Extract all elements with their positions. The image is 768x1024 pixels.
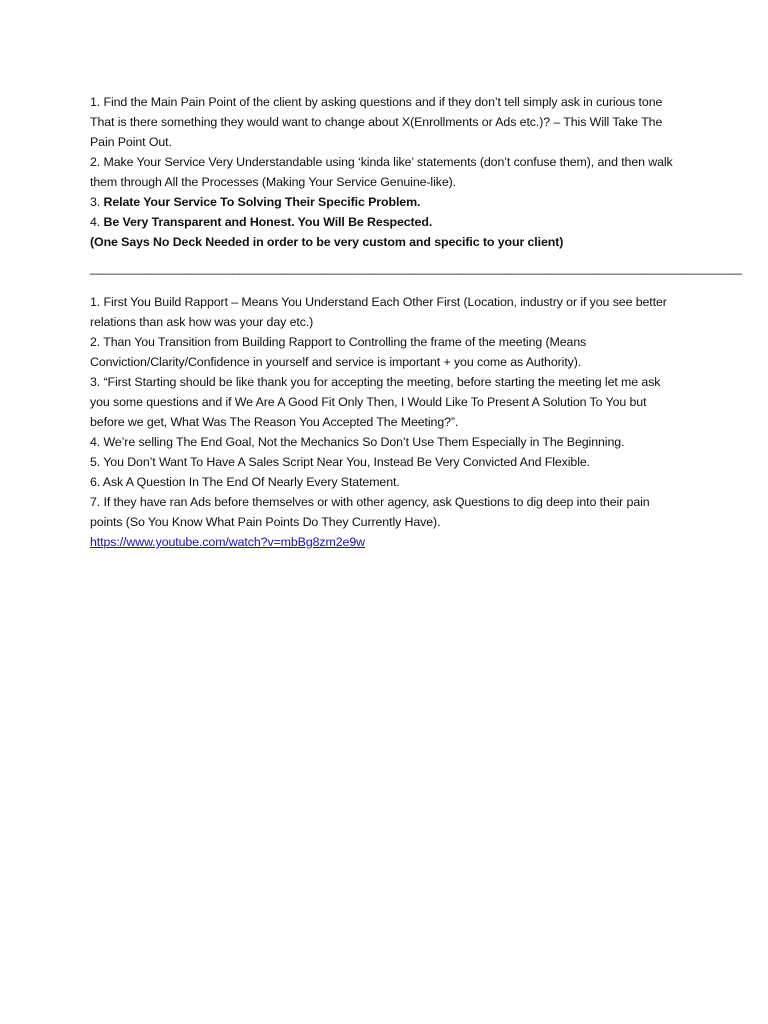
link-paragraph	[90, 532, 680, 552]
divider: ________________________________________________________________________________________________	[90, 261, 742, 275]
bold-text: Relate Your Service To Solving Their Specific Problem.	[103, 195, 421, 209]
youtube-link[interactable]: https://www.youtube.com/watch?v=mbBg8zm2e9w	[90, 535, 365, 549]
list-item: 1. First You Build Rapport – Means You Understand Each Other First (Location, industry or if you see better relations than ask how was your day etc.)	[90, 295, 667, 329]
list-item	[90, 212, 680, 232]
note-text: (One Says No Deck Needed in order to be very custom and specific to your client)	[90, 235, 564, 249]
list-item: 2. Make Your Service Very Understandable using ‘kinda like’ statements (don’t confuse them), and then walk them through All the Processes (Making Your Service Genuine-like).	[90, 155, 673, 189]
list-item: 7. If they have ran Ads before themselves or with other agency, ask Questions to dig deep into their pain points (So You Know What Pain Points Do They Currently Have).	[90, 495, 650, 529]
document-page	[90, 92, 742, 552]
list-item: 5. You Don’t Want To Have A Sales Script Near You, Instead Be Very Convicted And Flexible.	[90, 455, 591, 469]
list-number: 4.	[90, 215, 104, 229]
list-item: 3. “First Starting should be like thank you for accepting the meeting, before starting the meeting let me ask you some questions and if We Are A Good Fit Only Then, I Would Like To Present A Solution To You but before we get, What Was The Reason You Accepted The Meeting?”.	[90, 375, 661, 429]
list-item: 1. Find the Main Pain Point of the client by asking questions and if they don’t tell simply ask in curious tone That is there something they would want to change about X(Enrollments or Ads etc.)? – This Will Take The Pain Point Out.	[90, 95, 663, 149]
list-item: 6. Ask A Question In The End Of Nearly Every Statement.	[90, 475, 400, 489]
list-item: 2. Than You Transition from Building Rapport to Controlling the frame of the meeting (Means Conviction/Clarity/Confidence in yourself and service is important + you come as Authority).	[90, 335, 587, 369]
list-number: 3.	[90, 195, 104, 209]
section-meeting-steps	[90, 292, 680, 552]
bold-text: Be Very Transparent and Honest. You Will Be Respected.	[103, 215, 433, 229]
list-item: 4. We’re selling The End Goal, Not the Mechanics So Don’t Use Them Especially in The Beginning.	[90, 435, 625, 449]
list-item	[90, 192, 680, 212]
section-pain-points	[90, 92, 680, 252]
